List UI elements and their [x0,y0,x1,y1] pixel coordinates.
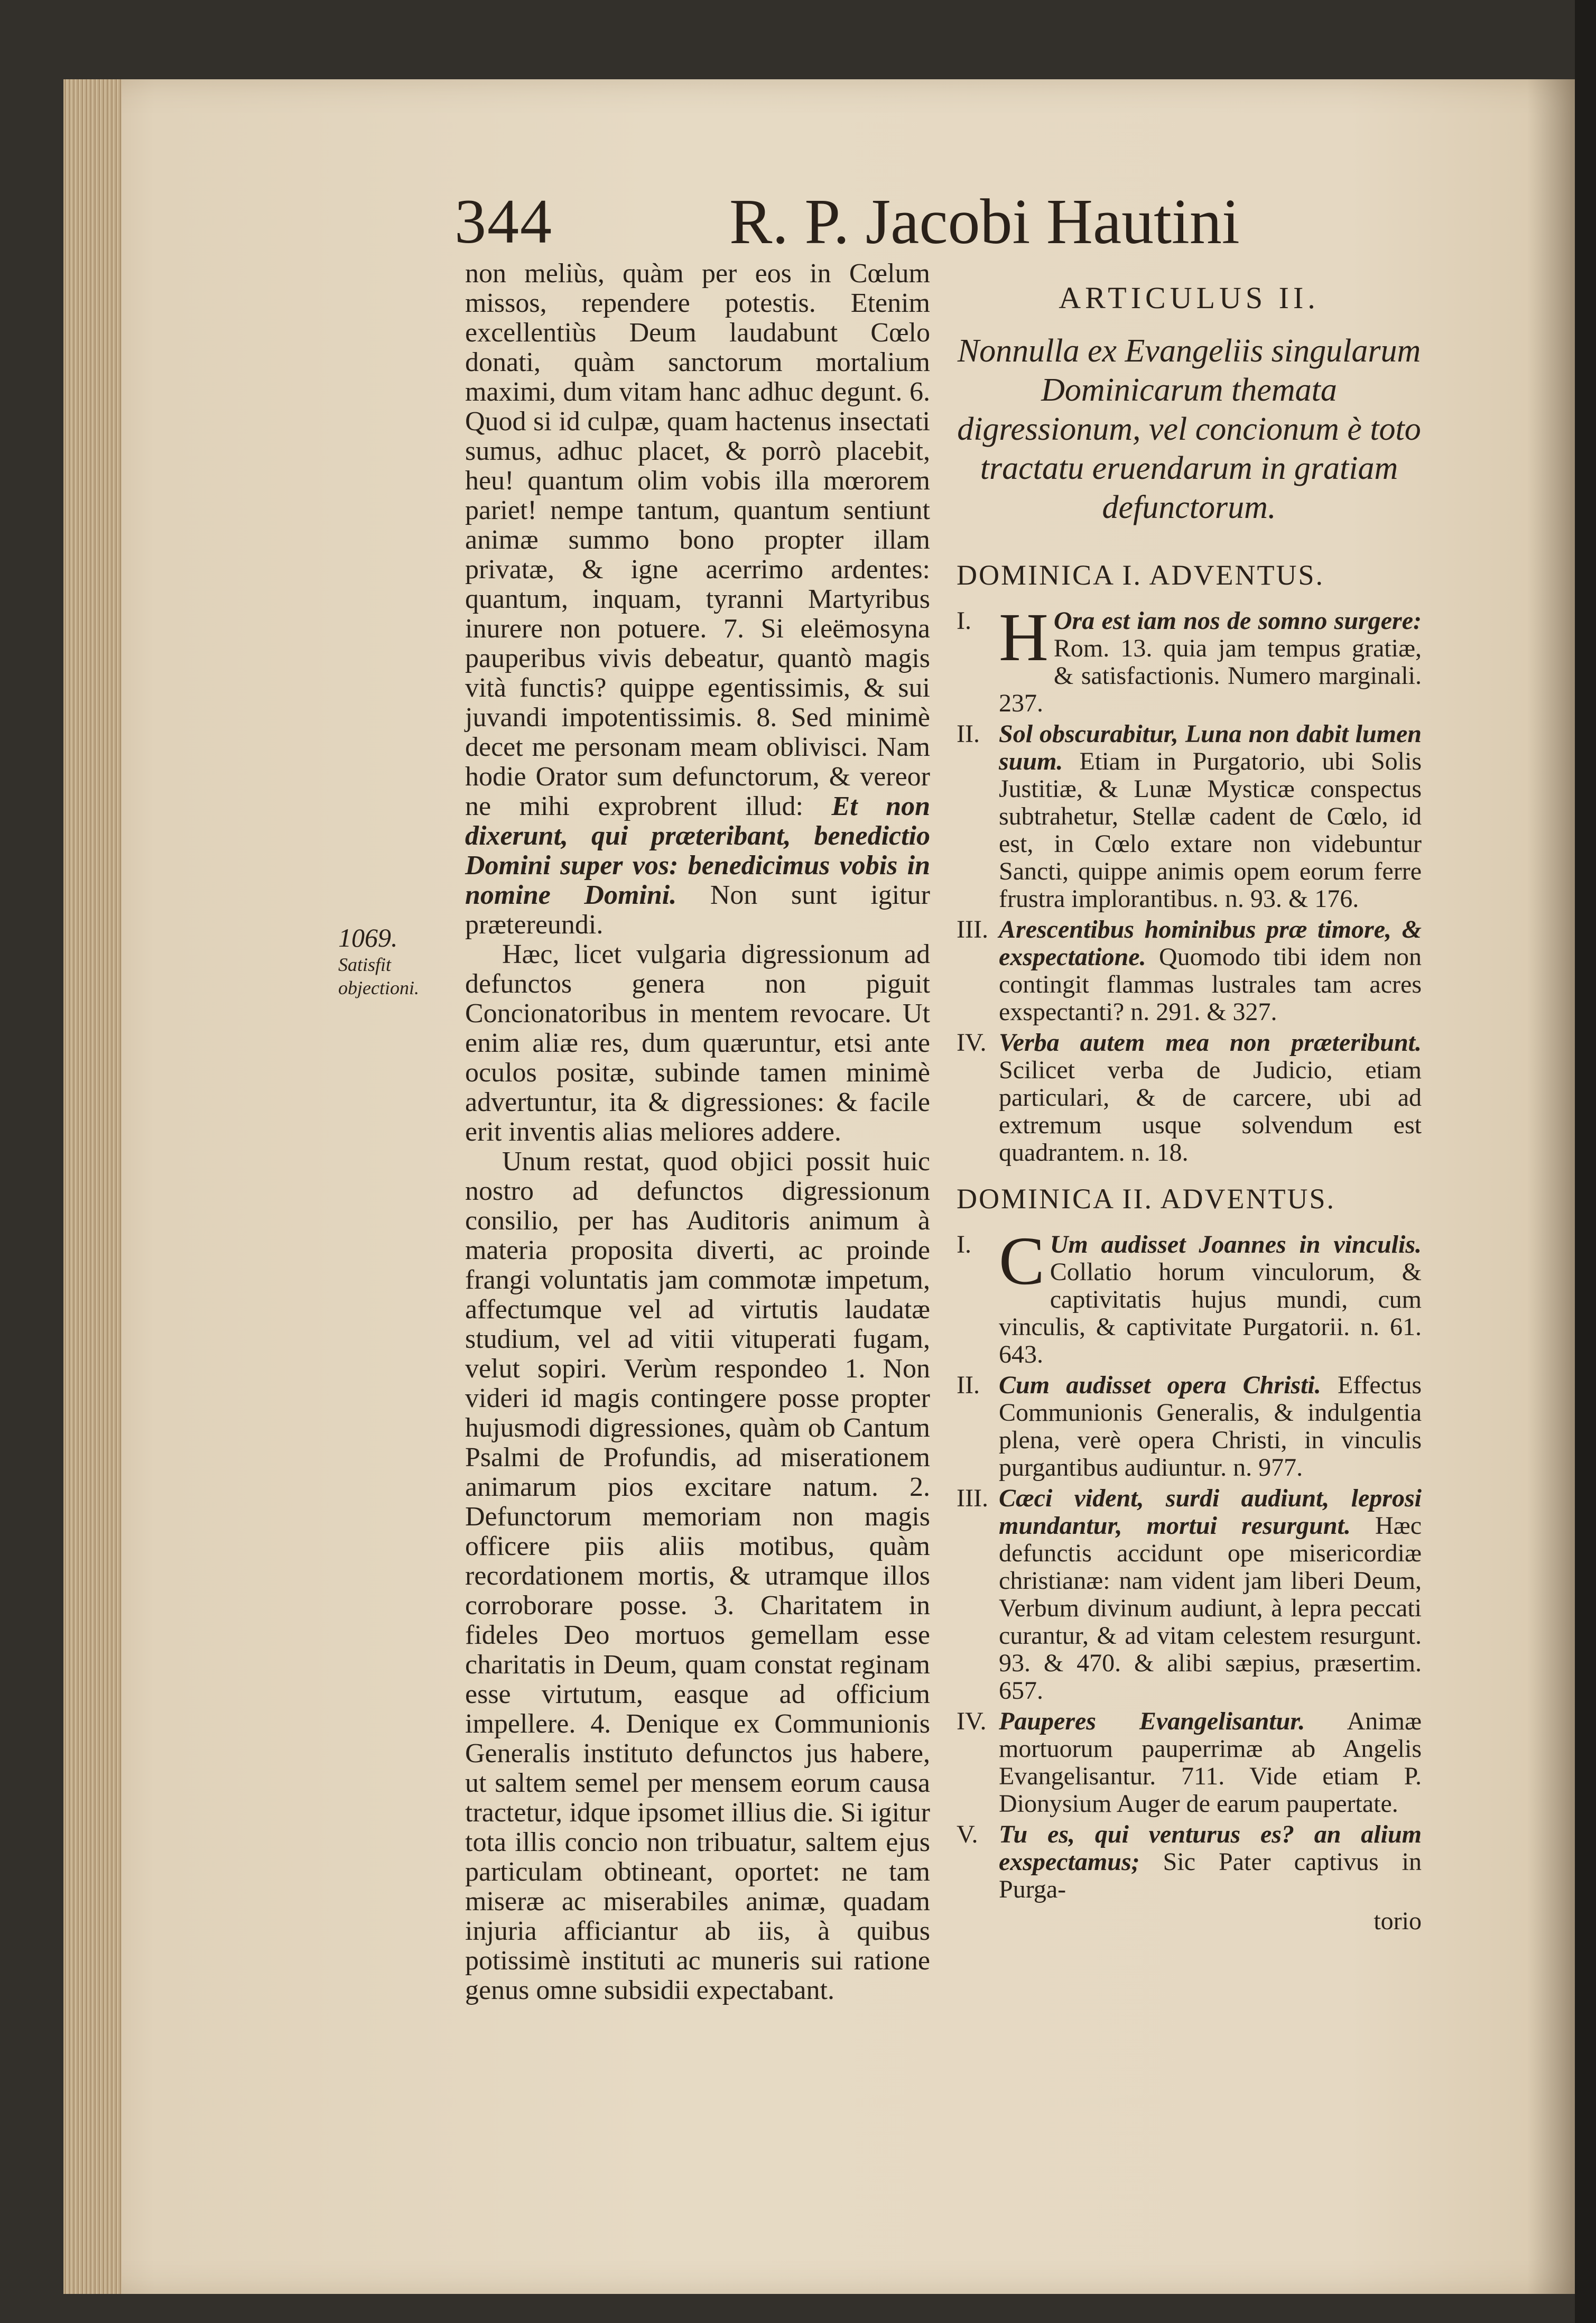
entry-theme: Um audisset Joannes in vinculis. [1050,1230,1422,1258]
marginal-number: 1069. [338,923,398,952]
theme-entry [957,916,1422,1026]
left-paragraph: Unum restat, quod objici possit huic nostro ad defunctos digressionum consilio, per has Auditoris animum à materia proposita diverti, ac proinde frangi voluntatis jam commotæ impetum, affectumque vel ad virtutis laudatæ studium, vel ad vitii vituperati fugam, velut sopiri. Verùm respondeo 1. Non videri id magis contingere posse propter hujusmodi digressiones, quàm ob Cantum Psalmi de Profundis, ad miserationem animarum pios excitare natum. 2. Defunctorum memoriam non magis officere piis aliis motibus, quàm recordationem mortis, & utramque illos corroborare posse. 3. Charitatem in fideles Deo mortuos gemellam esse charitatis in Deum, quam constat reginam esse virtutum, easque ad officium impellere. 4. Denique ex Communionis Generalis instituto defunctos jus habere, ut saltem semel per mensem eorum causa tractetur, idque ipsomet illius die. Si igitur tota illis concio non tribuatur, saltem ejus particulam obtineant, oportet: ne tam miseræ ac miserabiles animæ, quadam injuria afficiantur ab iis, à quibus potissimè instituti ac muneris sui ratione genus omne subsidii expectabant. [465,1146,930,2005]
section-title: DOMINICA I. ADVENTUS. [957,559,1324,591]
spine-shadow [1527,79,1575,2294]
entry-numeral: I. [957,607,971,635]
entry-numeral: IV. [957,1707,987,1735]
entry-text: Animæ mortuorum pauperrimæ ab Angelis Evangelisantur. 711. Vide etiam P. Dionysium Auger de earum paupertate. [999,1707,1422,1818]
entry-numeral: II. [957,720,980,748]
scripture-quote: Et non dixerunt, qui præteribant, benedictio Domini super vos: benedicimus vobis in nomine Domini. [465,791,930,910]
entry-numeral: III. [957,1484,988,1512]
entry-theme: Sol obscurabitur, Luna non dabit lumen suum. [999,720,1422,775]
article-heading: ARTICULUS II. [1059,281,1320,315]
entry-text: Effectus Communionis Generalis, & indulgentia plena, verè opera Christi, in vinculis purgantibus audiuntur. n. 977. [999,1371,1422,1482]
marginal-text: Satisfit objectioni. [338,954,419,998]
entry-theme: Tu es, qui venturus es? an alium exspectamus; [999,1820,1422,1876]
entry-theme: Verba autem mea non præteribunt. [999,1029,1422,1057]
theme-entry [957,1029,1422,1167]
entry-text: Scilicet verba de Judicio, etiam particulari, & de carcere, ubi ad extremum usque solvendum est quadrantem. n. 18. [999,1056,1422,1167]
running-title: R. P. Jacobi Hautini [729,186,1240,257]
theme-entry [957,1372,1422,1482]
article-subtitle: Nonnulla ex Evangeliis singularum Dominicarum themata digressionum, vel concionum è toto tractatu eruendarum in gratiam defunctorum. [957,333,1421,525]
entry-text: Etiam in Purgatorio, ubi Solis Justitiæ, & Lunæ Mysticæ conspectus subtrahetur, Stellæ cadent de Cœlo, id est, in Cœlo extare non videbuntur Sancti, quippe animis opem eorum ferre frustra implorantibus. n. 93. & 176. [999,747,1422,913]
theme-entry [957,599,1422,717]
theme-entry [957,720,1422,913]
entry-theme: Arescentibus hominibus præ timore, & exspectatione. [999,915,1422,971]
running-head [454,185,1240,264]
entry-theme: Pauperes Evangelisantur. [999,1707,1305,1735]
catchword: torio [1374,1907,1422,1935]
entry-theme: Cum audisset opera Christi. [999,1371,1321,1399]
entry-numeral: I. [957,1230,971,1258]
entry-theme: Ora est iam nos de somno surgere: [1053,607,1422,635]
entry-text: Sic Pater captivus in Purga- [999,1848,1422,1903]
theme-entry [957,1708,1422,1818]
entry-text: Hæc defunctis accidunt ope misericordiæ christianæ: nam vident jam liberi Deum, Verbum divinum audiunt, à lepra peccati curantur, & ad vitam celestem resurgunt. 93. & 470. & alibi sæpius, præsertim. 657. [999,1512,1422,1705]
page-number: 344 [454,186,553,256]
binding-edge [1575,0,1596,2323]
theme-entry [957,1223,1422,1368]
page-fore-edge [63,79,122,2294]
paragraph-text: non meliùs, quàm per eos in Cœlum missos, rependere potestis. Etenim excellentiùs Deum laudabunt Cœlo donati, quàm sanctorum mortalium maximi, dum vitam hanc adhuc degunt. 6. Quod si id culpæ, quam hactenus insectati sumus, adhuc placet, & porrò placebit, heu! quantum olim vobis illa mœrorem pariet! nempe tantum, quantum sentiunt animæ summo bono propter illam privatæ, & igne acerrimo ardentes: quantum, inquam, tyranni Martyribus inurere non potuere. 7. Si eleëmosyna pauperibus vivis debeatur, quantò magis vità functis? quippe egentissimis, & sui juvandi impotentissimis. 8. Sed minimè decet me personam meam oblivisci. Nam hodie Orator sum defunctorum, & vereor ne mihi exprobrent illud: [465,258,930,821]
entry-numeral: V. [957,1820,978,1848]
theme-entry [957,1485,1422,1705]
drop-initial: C [999,1223,1045,1299]
entry-text: Collatio horum vinculorum, & captivitatis hujus mundi, cum vinculis, & captivitate Purgatorii. n. 61. 643. [999,1258,1422,1368]
right-column [957,280,1422,1936]
left-paragraph [465,259,930,940]
drop-initial: H [999,599,1048,675]
theme-entry [957,1821,1422,1903]
entry-numeral: IV. [957,1029,987,1057]
paragraph-text: Non sunt igitur prætereundi. [465,880,930,940]
entry-numeral: III. [957,915,988,943]
entry-text: Rom. 13. quia jam tempus gratiæ, & satisfactionis. Numero marginali. 237. [999,634,1422,717]
left-column [465,259,930,2005]
entry-text: Quomodo tibi idem non contingit flammas lustrales tam acres exspectanti? n. 291. & 327. [999,943,1422,1026]
entry-numeral: II. [957,1371,980,1399]
marginal-note [338,922,465,999]
left-paragraph: Hæc, licet vulgaria digressionum ad defunctos genera non piguit Concionatoribus in mentem revocare. Ut enim aliæ res, dum quæruntur, etsi ante oculos positæ, subinde tamen minimè advertuntur, ita & digressiones: & facile erit inventis alias meliores addere. [465,939,930,1147]
entry-theme: Cæci vident, surdi audiunt, leprosi mundantur, mortui resurgunt. [999,1484,1422,1540]
section-title: DOMINICA II. ADVENTUS. [957,1183,1335,1215]
